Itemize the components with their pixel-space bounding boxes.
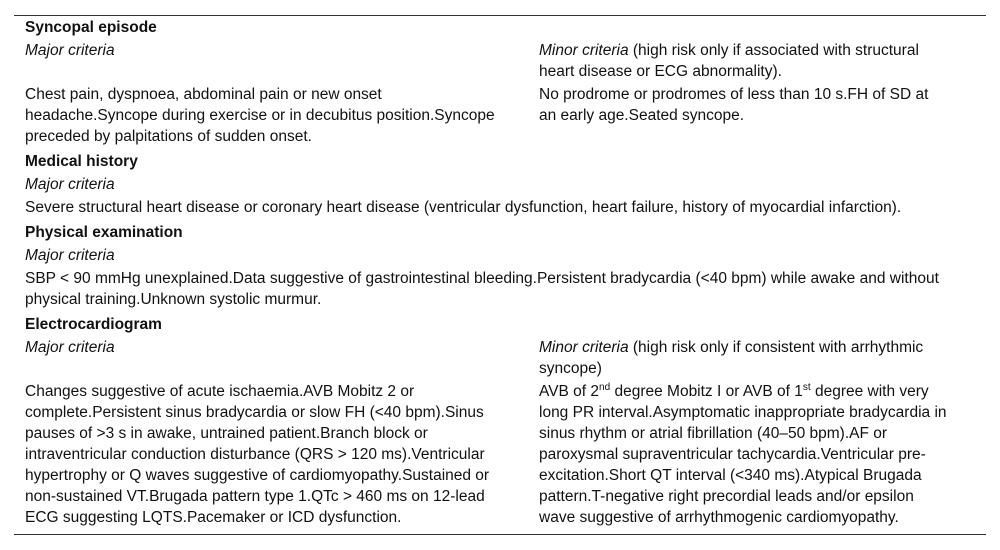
history-major-label: Major criteria <box>25 176 115 193</box>
table-bottom-rule <box>14 534 986 535</box>
syncopal-major-text: Chest pain, dyspnoea, abdominal pain or new onset headache.Syncope during exercise or in decubitus position.Syncope preceded by palpitations of sudden onset. <box>25 86 495 145</box>
syncopal-minor-text: No prodrome or prodromes of less than 10 s.FH of SD at an early age.Seated syncope. <box>539 86 929 124</box>
ecg-minor-text <box>539 381 949 528</box>
ecg-major-label: Major criteria <box>25 339 115 356</box>
section-heading-syncopal: Syncopal episode <box>25 19 157 36</box>
ecg-minor-sup1: nd <box>599 381 611 393</box>
table-top-rule <box>14 15 986 16</box>
section-heading-history: Medical history <box>25 153 138 170</box>
ecg-minor-text-part1: AVB of 2 <box>539 383 600 400</box>
history-major-text: Severe structural heart disease or coronary heart disease (ventricular dysfunction, heart failure, history of myocardial infarction). <box>25 199 902 216</box>
syncopal-minor-header <box>539 40 949 82</box>
ecg-minor-sup2: st <box>802 381 811 393</box>
section-heading-exam: Physical examination <box>25 224 183 241</box>
syncopal-minor-label: Minor criteria <box>539 42 629 59</box>
ecg-major-text: Changes suggestive of acute ischaemia.AVB Mobitz 2 or complete.Persistent sinus bradycardia or slow FH (<40 bpm).Sinus pauses of >3 s in awake, untrained patient.Branch block or intraventricular conduction disturbance (QRS > 120 ms).Ventricular hypertrophy or Q waves suggestive of cardiomyopathy.Sustained or non-sustained VT.Brugada pattern type 1.QTc > 460 ms on 12-lead ECG suggesting LQTS.Pacemaker or ICD dysfunction. <box>25 383 490 526</box>
exam-major-text: SBP < 90 mmHg unexplained.Data suggestive of gastrointestinal bleeding.Persistent bradycardia (<40 bpm) while awake and without physical training.Unknown systolic murmur. <box>25 270 939 308</box>
ecg-minor-note: (high risk only if consistent with arrhythmic syncope) <box>539 339 924 377</box>
section-heading-ecg: Electrocardiogram <box>25 316 162 333</box>
exam-major-label: Major criteria <box>25 247 115 264</box>
ecg-minor-text-part3: degree with very long PR interval.Asymptomatic inappropriate bradycardia in sinus rhythm or atrial fibrillation (40–50 bpm).AF or paroxysmal supraventricular tachycardia.Ventricular pre-excitation.Short QT interval (<340 ms).Atypical Brugada pattern.T-negative right precordial leads and/or epsilon wave suggestive of arrhythmogenic cardiomyopathy. <box>539 383 947 526</box>
ecg-minor-text-part2: degree Mobitz I or AVB of 1 <box>610 383 803 400</box>
syncopal-major-label: Major criteria <box>25 42 115 59</box>
ecg-minor-label: Minor criteria <box>539 339 629 356</box>
ecg-minor-header <box>539 337 949 379</box>
syncopal-minor-note: (high risk only if associated with structural heart disease or ECG abnormality). <box>539 42 919 80</box>
